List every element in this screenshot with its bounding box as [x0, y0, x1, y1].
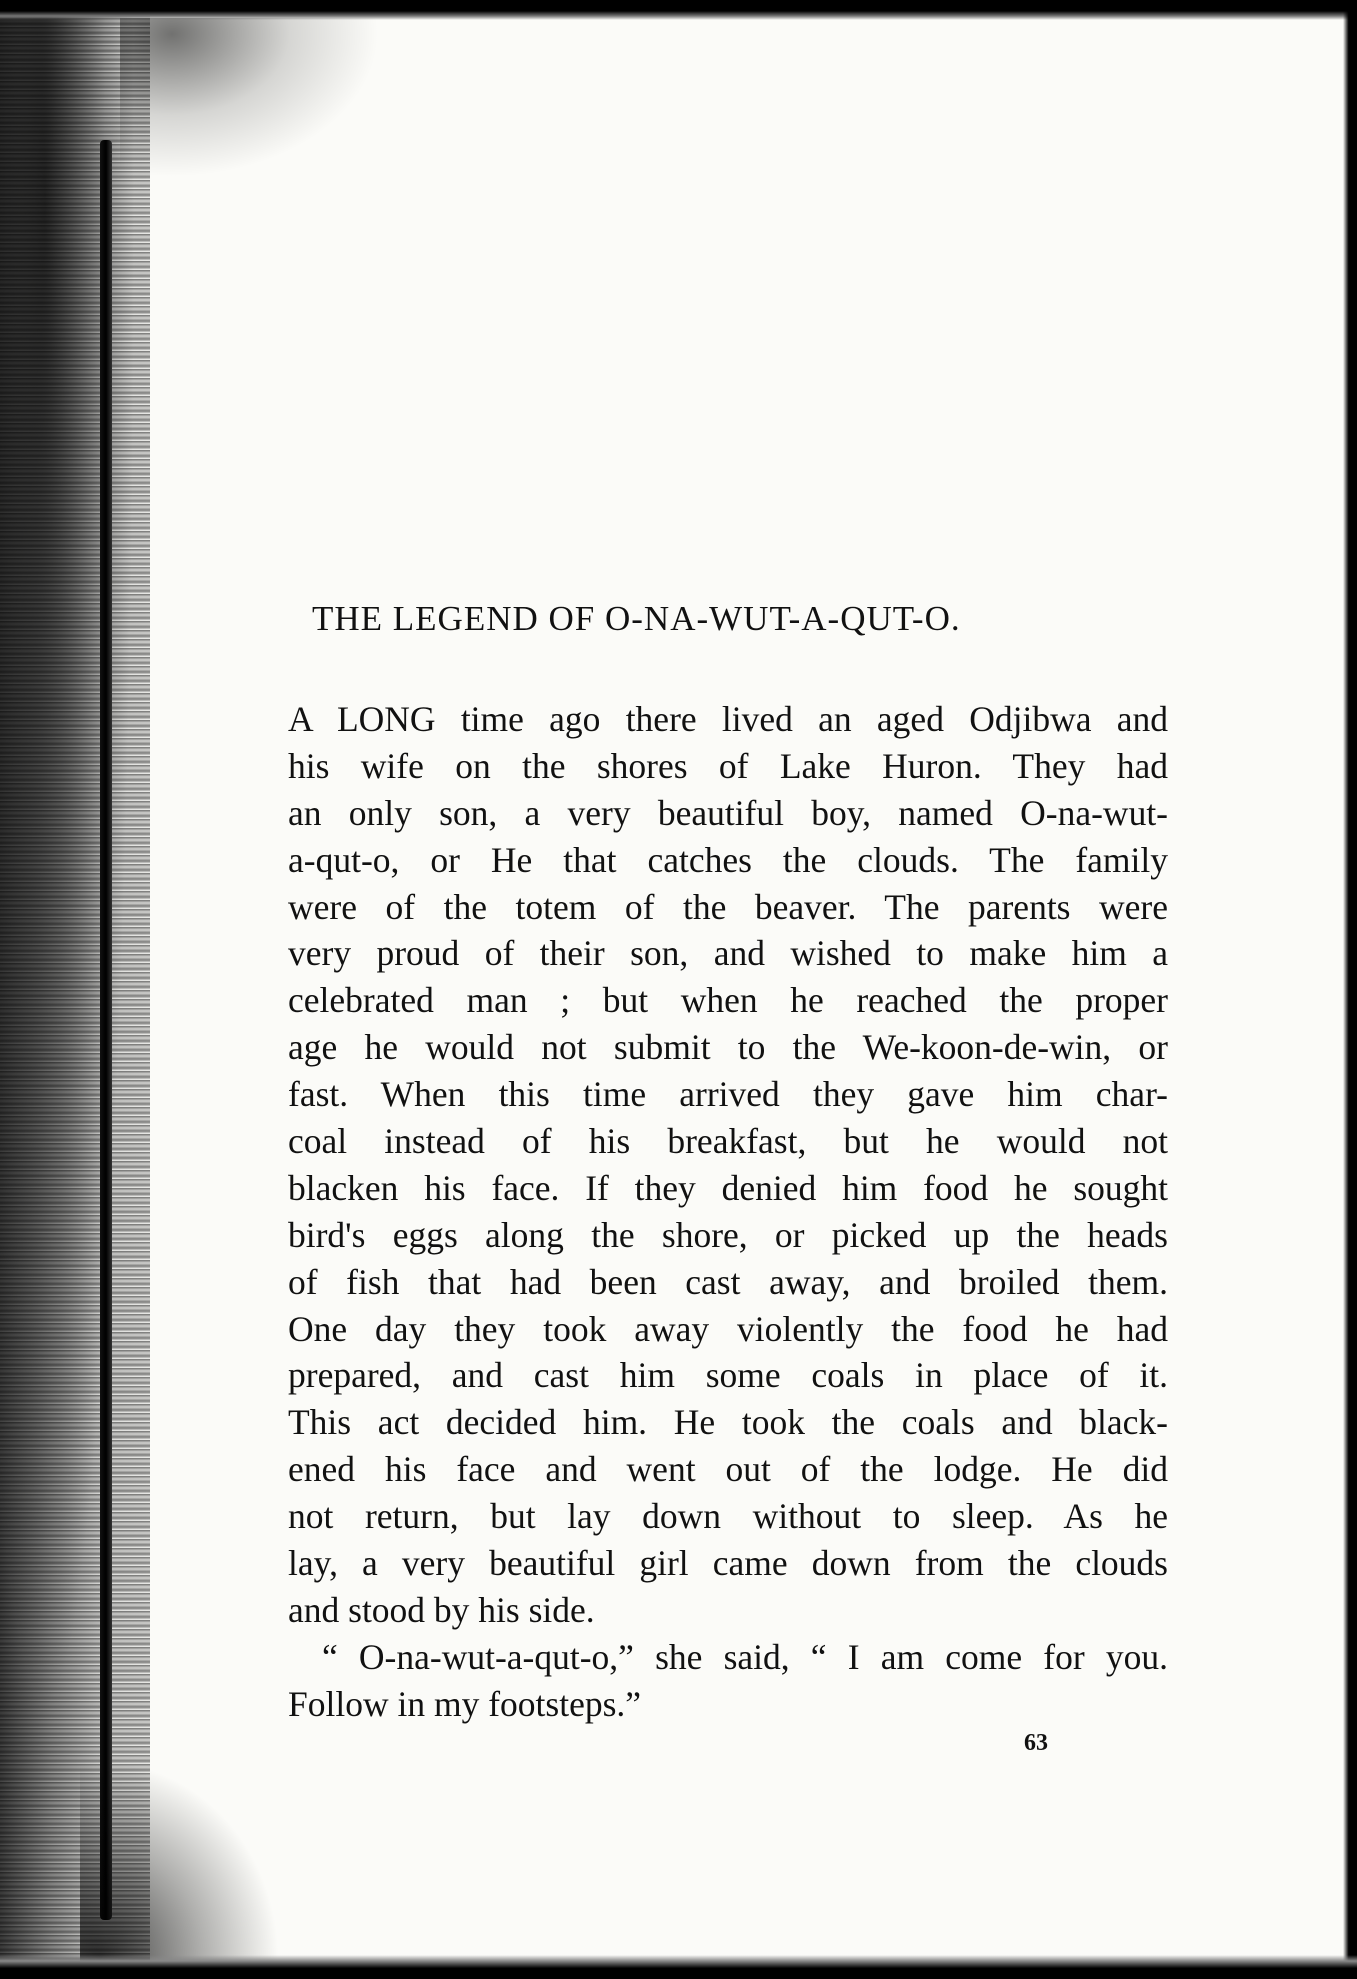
- text-line: age he would not submit to the We-koon-de-win, or: [288, 1027, 1168, 1068]
- scan-smudge-top: [120, 18, 380, 178]
- text-line: very proud of their son, and wished to make him a: [288, 933, 1168, 974]
- binding-edge: [100, 140, 112, 1920]
- text-line: were of the totem of the beaver. The parents were: [288, 886, 1168, 927]
- text-line: not return, but lay down without to sleep. As he: [288, 1496, 1168, 1537]
- scan-border-top: [0, 0, 1357, 20]
- scan-border-bottom: [0, 1955, 1357, 1979]
- text-line: “ O-na-wut-a-qut-o,” she said, “ I am come for you.: [322, 1636, 1168, 1677]
- text-line-first: [288, 696, 1168, 743]
- binding-gutter-shadow: [0, 0, 150, 1979]
- text-line: prepared, and cast him some coals in place of it.: [288, 1355, 1168, 1396]
- text-line: This act decided him. He took the coals and black-: [288, 1402, 1168, 1443]
- text-line: fast. When this time arrived they gave him char-: [288, 1074, 1168, 1115]
- body-text: [288, 696, 1168, 1728]
- text-line: his wife on the shores of Lake Huron. They had: [288, 745, 1168, 786]
- text-line: an only son, a very beautiful boy, named O-na-wut-: [288, 792, 1168, 833]
- text-line: Follow in my footsteps.”: [288, 1683, 642, 1724]
- chapter-title: THE LEGEND OF O-NA-WUT-A-QUT-O.: [312, 599, 961, 638]
- text-line: celebrated man ; but when he reached the proper: [288, 980, 1168, 1021]
- paragraph-1: [288, 696, 1168, 1634]
- first-line-rest: time ago there lived an aged Odjibwa and: [435, 699, 1168, 739]
- text-line: bird's eggs along the shore, or picked up the heads: [288, 1214, 1168, 1255]
- text-line: a-qut-o, or He that catches the clouds. The family: [288, 839, 1168, 880]
- text-line: ened his face and went out of the lodge. He did: [288, 1449, 1168, 1490]
- text-line: and stood by his side.: [288, 1589, 595, 1630]
- text-line: coal instead of his breakfast, but he would not: [288, 1121, 1168, 1162]
- page-number: 63: [1024, 1730, 1048, 1756]
- text-line: lay, a very beautiful girl came down from the clouds: [288, 1543, 1168, 1584]
- scan-border-right: [1343, 0, 1357, 1979]
- paragraph-2: [288, 1634, 1168, 1728]
- text-line: of fish that had been cast away, and broiled them.: [288, 1261, 1168, 1302]
- scan-smudge-bottom: [80, 1760, 280, 1979]
- text-line: blacken his face. If they denied him food he sought: [288, 1167, 1168, 1208]
- drop-words: A LONG: [288, 699, 436, 739]
- text-line: One day they took away violently the food he had: [288, 1308, 1168, 1349]
